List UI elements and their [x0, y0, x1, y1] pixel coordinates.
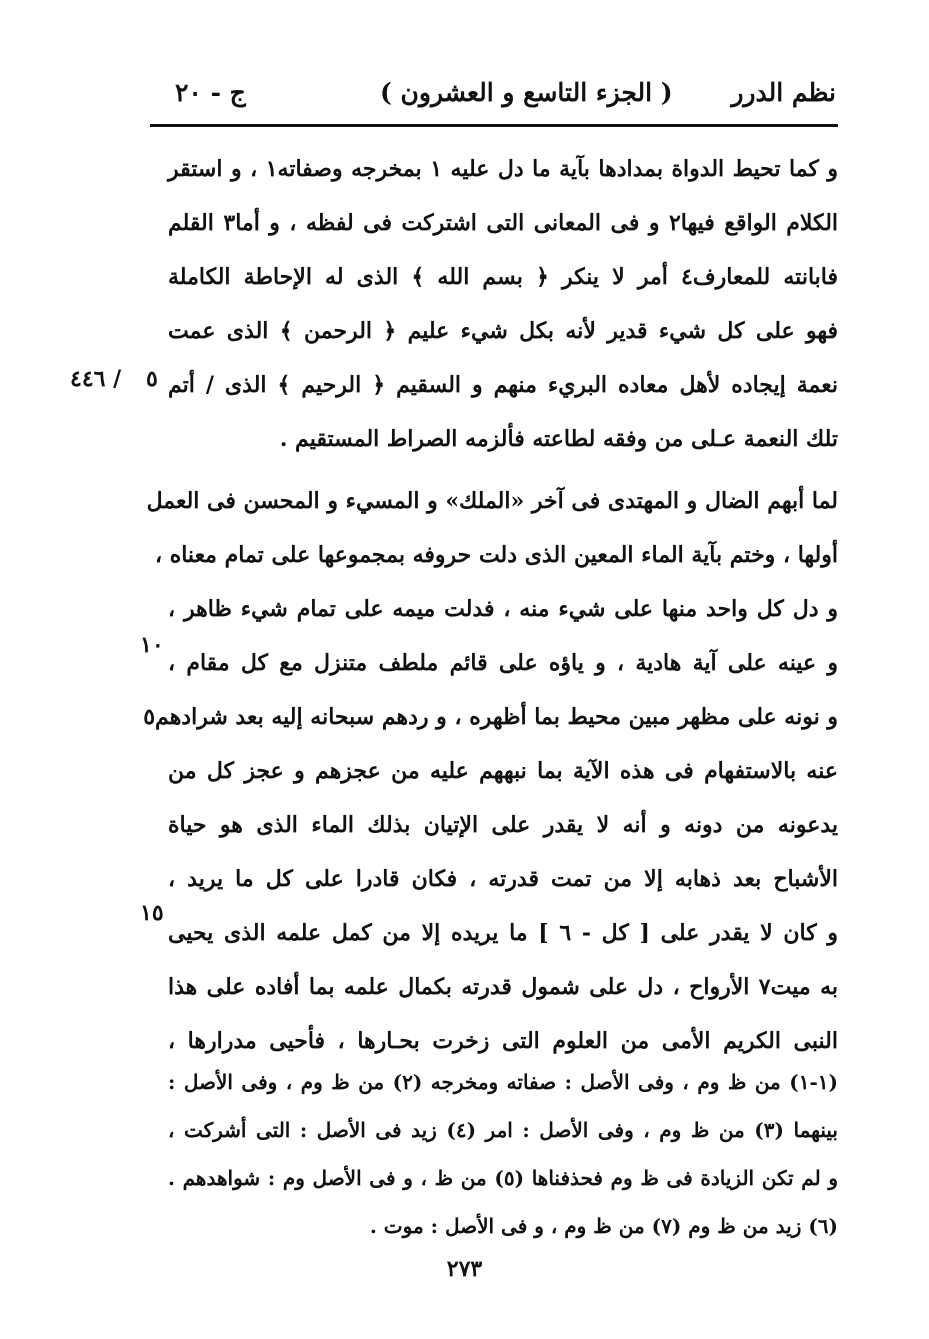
line-number-15: ١٥	[140, 900, 164, 926]
text-line: أولها ، وختم بآية الماء المعين الذى دلت حروفه بمجموعها على تمام معناه ،	[154, 542, 838, 568]
text-line: و كما تحيط الدواة بمدادها بآية ما دل عليه ١ بمخرجه وصفاته١ ، و استقر	[168, 156, 839, 182]
text-line: النبى الكريم الأمى من العلوم التى زخرت بحـارها ، فأحيى مدرارها ،	[168, 1028, 838, 1054]
text-line: يدعونه من دونه و أنه لا يقدر على الإتيان بذلك الماء الذى هو حياة	[168, 812, 839, 838]
text-line: به ميت٧ الأرواح ، دل على شمول قدرته بكمال علمه بما أفاده على هذا	[168, 974, 838, 1000]
footnote-line: بينهما (٣) من ظ وم ، وفى الأصل : امر (٤) زيد فى الأصل : التى أشركت ،	[168, 1118, 838, 1142]
text-line: تلك النعمة عـلى من وفقه لطاعته فألزمه الصراط المستقيم .	[279, 426, 838, 452]
text-line: و عينه على آية هادية ، و ياؤه على قائم ملطف متنزل مع كل مقام ،	[168, 650, 838, 676]
footnote-line: و لم تكن الزيادة فى ظ وم فحذفناها (٥) من ظ ، و فى الأصل وم : شواهدهم .	[168, 1166, 838, 1190]
text-line: عنه بالاستفهام فى هذه الآية بما نبههم عليه من عجزهم و عجز كل من	[168, 758, 838, 784]
text-line: و كان لا يقدر على [ كل - ٦ ] ما يريده إلا من كمل علمه الذى يحيى	[168, 920, 839, 946]
line-number-10: ١٠	[140, 632, 164, 658]
line-number-5: ٥	[146, 366, 158, 392]
footnote-line: (١-١) من ظ وم ، وفى الأصل : صفاته ومخرجه (٢) من ظ وم ، وفى الأصل :	[168, 1070, 838, 1094]
running-header	[150, 72, 836, 122]
text-line: و نونه على مظهر مبين محيط بما أظهره ، و ردهم سبحانه إليه بعد شرادهم٥	[143, 704, 838, 730]
text-line: الكلام الواقع فيها٢ و فى المعانى التى اشتركت فى لفظه ، و أما٣ القلم	[168, 210, 839, 236]
text-line: الأشباح بعد ذهابه إلا من تمت قدرته ، فكان قادرا على كل ما يريد ،	[168, 866, 838, 892]
text-line: لما أبهم الضال و المهتدى فى آخر «الملك» و المسيء و المحسن فى العمل	[146, 488, 838, 514]
part-title: ( الجزء التاسع و العشرون )	[380, 78, 673, 107]
text-line: فابانته للمعارف٤ أمر لا ينكر ﴿ بسم الله ﴾ الذى له الإحاطة الكاملة	[168, 264, 838, 290]
book-title: نظم الدرر	[731, 78, 836, 107]
text-line: نعمة إيجاده لأهل معاده البريء منهم و السقيم ﴿ الرحيم ﴾ الذى / أتم	[168, 372, 838, 398]
manuscript-folio-ref: ٤٤٦ /	[70, 366, 122, 392]
text-line: فهو على كل شيء قدير لأنه بكل شيء عليم ﴿ الرحمن ﴾ الذى عمت	[168, 318, 838, 344]
header-rule	[150, 124, 838, 127]
footnote-line: (٦) زيد من ظ وم (٧) من ظ وم ، و فى الأصل : موت .	[369, 1214, 838, 1238]
page-number: ٢٧٣	[446, 1256, 483, 1282]
volume-number: ج - ٢٠	[175, 78, 246, 107]
footnotes	[168, 1058, 838, 1250]
text-line: و دل كل واحد منها على شيء منه ، فدلت ميمه على تمام شيء ظاهر ،	[168, 596, 838, 622]
